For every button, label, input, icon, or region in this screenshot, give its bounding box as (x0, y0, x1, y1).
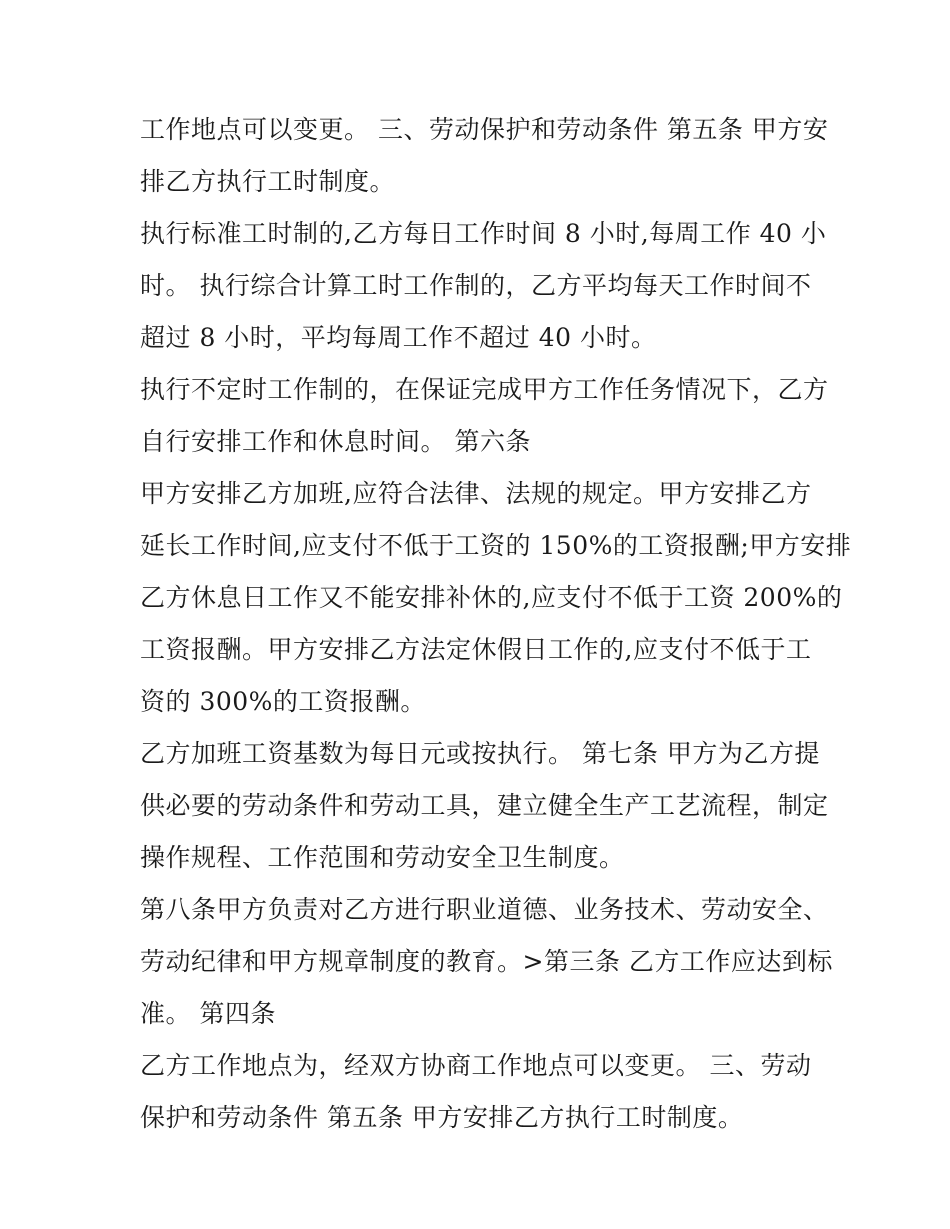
text-line: 保护和劳动条件 第五条 甲方安排乙方执行工时制度。 (140, 1103, 744, 1132)
text-line: 工资报酬。甲方安排乙方法定休假日工作的,应支付不低于工 (140, 635, 812, 664)
text-line: 延长工作时间,应支付不低于工资的 150%的工资报酬;甲方安排 (140, 531, 852, 560)
text-line: 执行标准工时制的,乙方每日工作时间 8 小时,每周工作 40 小 (140, 219, 827, 248)
text-line: 时。 执行综合计算工时工作制的，乙方平均每天工作时间不 (140, 271, 812, 300)
text-line: 乙方工作地点为，经双方协商工作地点可以变更。 三、劳动 (140, 1051, 812, 1080)
text-line: 准。 第四条 (140, 999, 276, 1028)
text-line: 乙方休息日工作又不能安排补休的,应支付不低于工资 200%的 (140, 583, 843, 612)
text-line: 操作规程、工作范围和劳动安全卫生制度。 (140, 843, 625, 872)
document-body (140, 104, 852, 1144)
text-line: 劳动纪律和甲方规章制度的教育。>第三条 乙方工作应达到标 (140, 947, 833, 976)
text-line: 供必要的劳动条件和劳动工具，建立健全生产工艺流程，制定 (140, 791, 829, 820)
text-line: 自行安排工作和休息时间。 第六条 (140, 427, 531, 456)
text-line: 第八条甲方负责对乙方进行职业道德、业务技术、劳动安全、 (140, 895, 829, 924)
text-line: 超过 8 小时，平均每周工作不超过 40 小时。 (140, 323, 657, 352)
text-line: 工作地点可以变更。 三、劳动保护和劳动条件 第五条 甲方安 (140, 115, 829, 144)
text-line: 排乙方执行工时制度。 (140, 167, 396, 196)
text-line: 乙方加班工资基数为每日元或按执行。 第七条 甲方为乙方提 (140, 739, 820, 768)
text-line: 资的 300%的工资报酬。 (140, 687, 426, 716)
text-line: 甲方安排乙方加班,应符合法律、法规的规定。甲方安排乙方 (140, 479, 812, 508)
text-line: 执行不定时工作制的，在保证完成甲方工作任务情况下，乙方 (140, 375, 829, 404)
